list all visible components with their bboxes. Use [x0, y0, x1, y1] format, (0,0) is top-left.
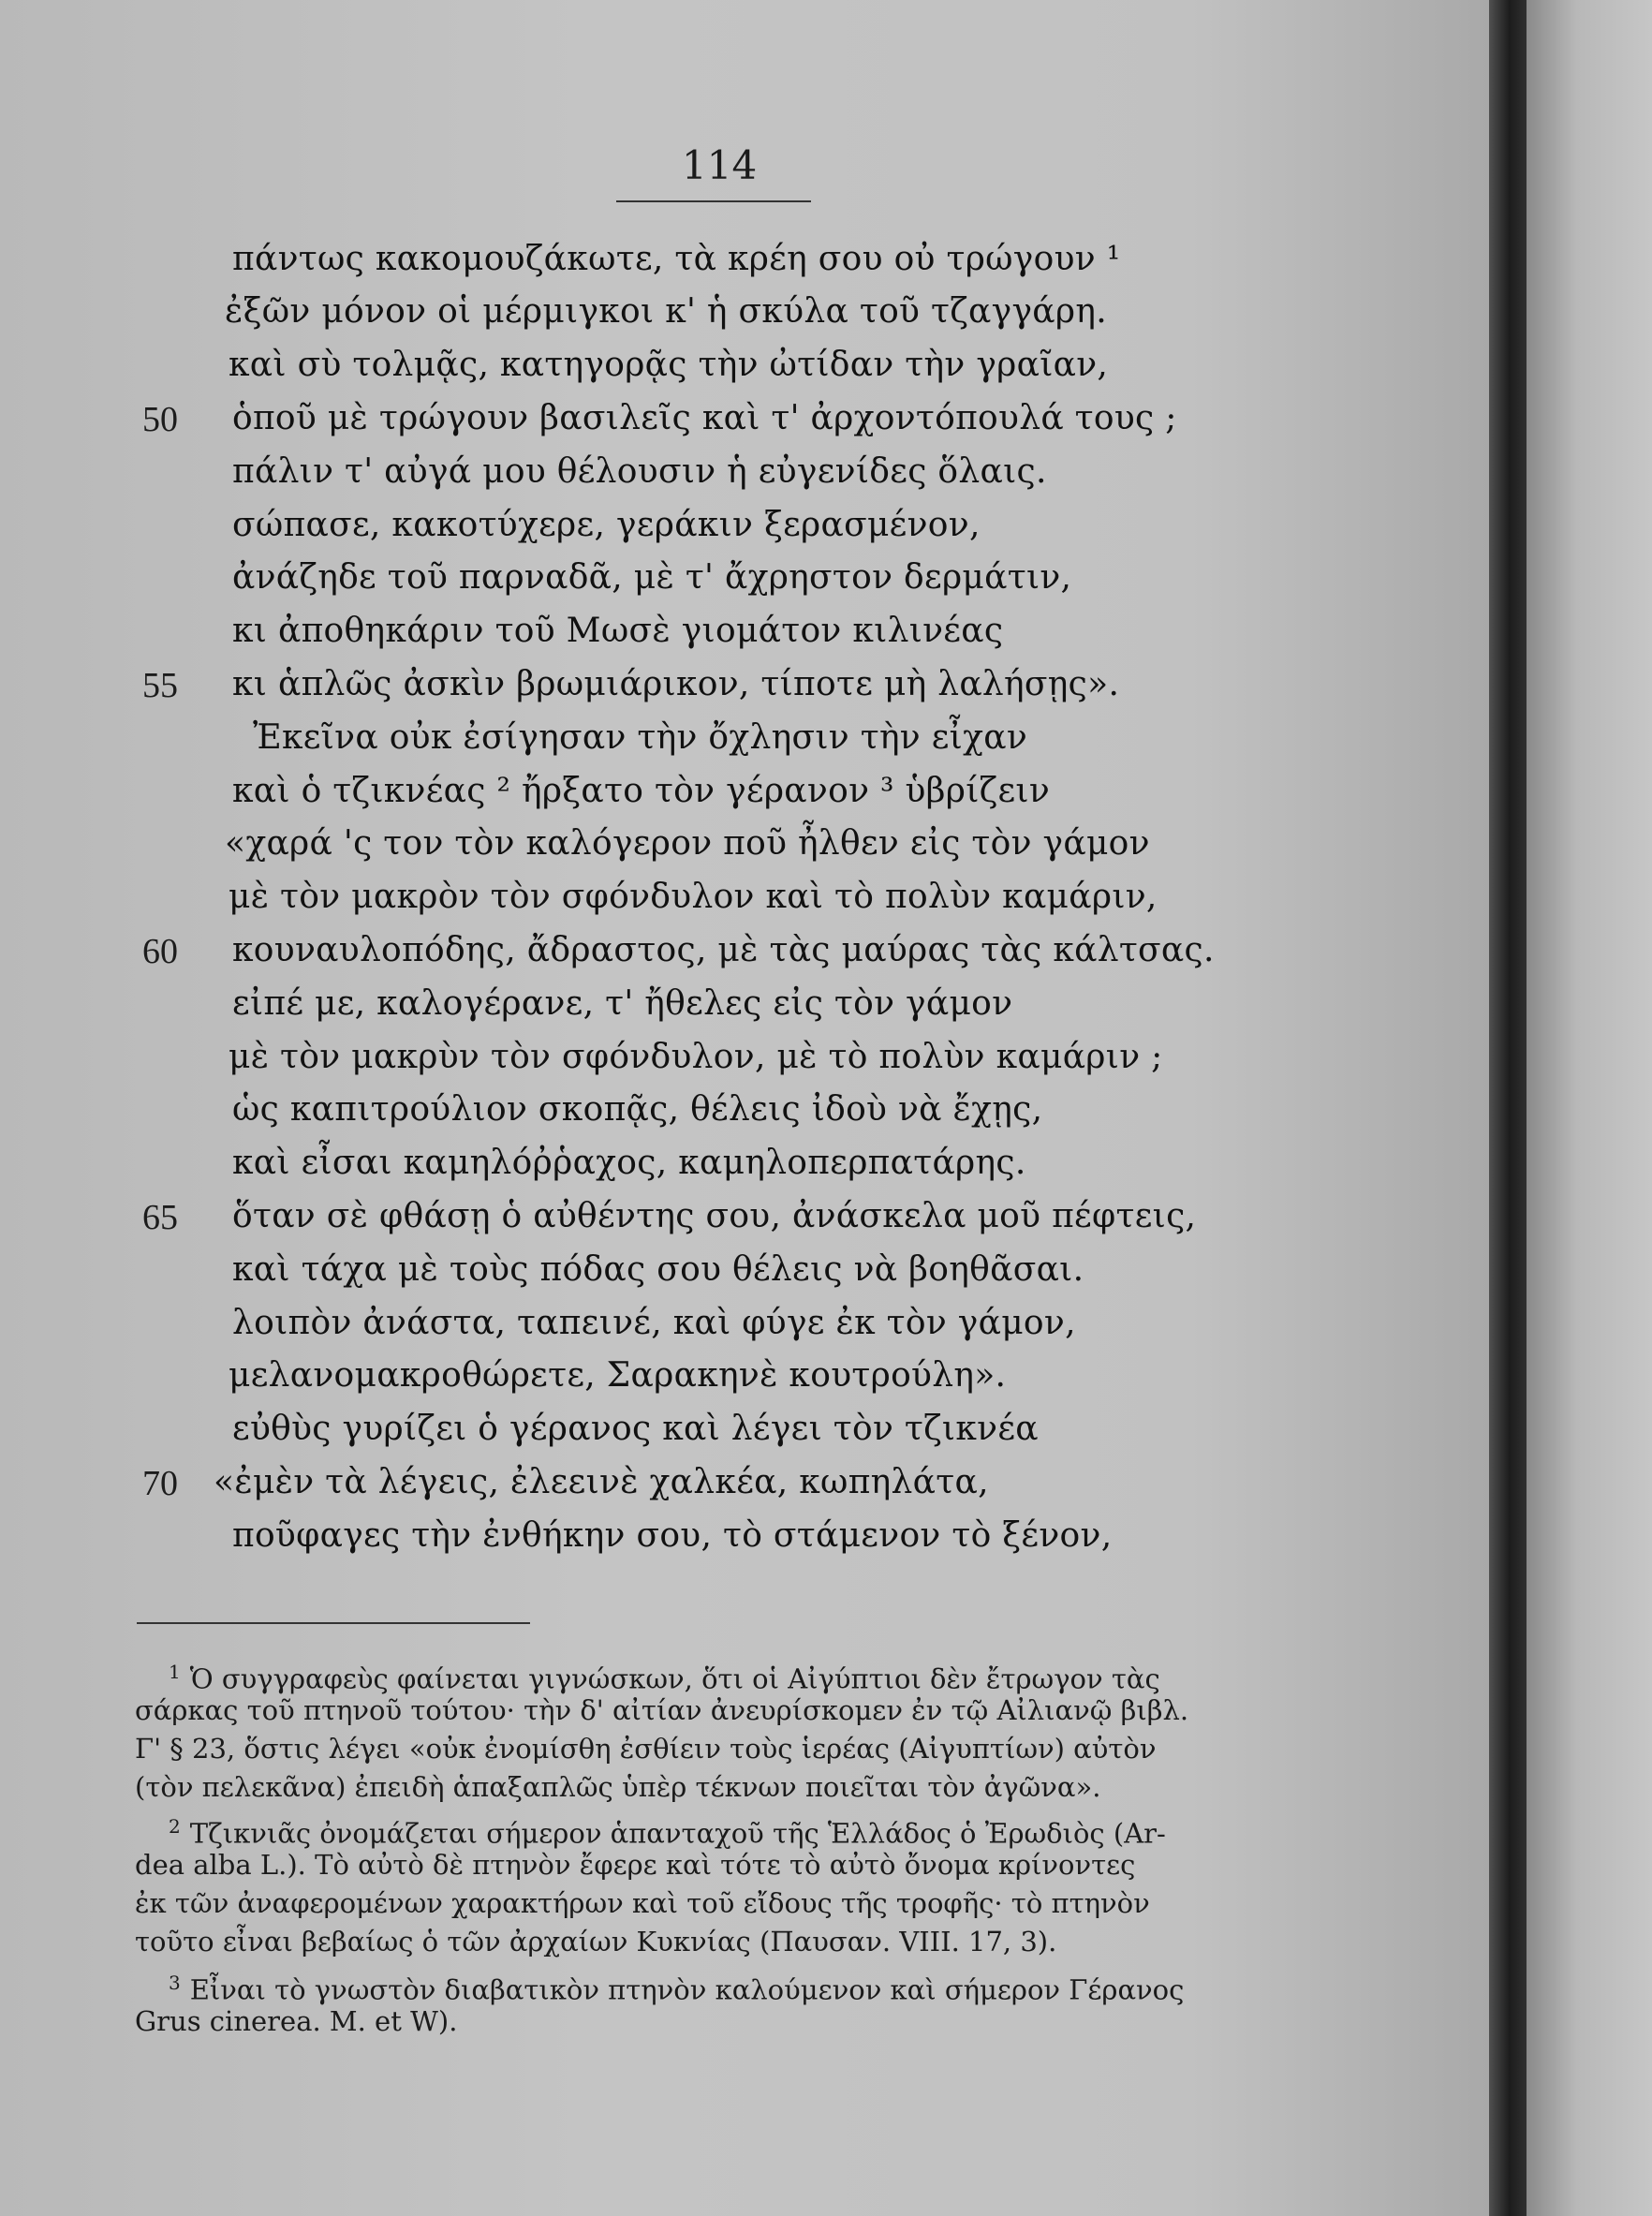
- verse-line: ὡς καπιτρούλιον σκοπᾷς, θέλεις ἰδοὺ νὰ ἔχῃς,: [232, 1090, 1043, 1130]
- page-number: 114: [682, 142, 758, 188]
- footnote: [135, 1808, 1259, 1961]
- verse-line: σώπασε, κακοτύχερε, γεράκιν ξερασμένον,: [232, 505, 981, 544]
- verse-line: καὶ τάχα μὲ τοὺς πόδας σου θέλεις νὰ βοηθᾶσαι.: [232, 1249, 1084, 1289]
- verse-line: κι ἁπλῶς ἀσκὶν βρωμιάρικον, τίποτε μὴ λαλήσῃς».: [232, 664, 1120, 703]
- footnote-line: ἐκ τῶν ἀναφερομένων χαρακτήρων καὶ τοῦ εἴδους τῆς τροφῆς· τὸ πτηνὸν: [135, 1887, 1150, 1919]
- verse-line: μὲ τὸν μακρὸν τὸν σφόνδυλον καὶ τὸ πολὺν καμάριν,: [229, 878, 1158, 917]
- footnote-line: Grus cinerea. M. et W).: [135, 2005, 458, 2037]
- verse-line: μὲ τὸν μακρὺν τὸν σφόνδυλον, μὲ τὸ πολὺν καμάριν ;: [229, 1037, 1163, 1076]
- verse-line: ἐξῶν μόνον οἱ μέρμιγκοι κ' ἡ σκύλα τοῦ τζαγγάρη.: [225, 292, 1107, 332]
- verse-line: «ἐμὲν τὰ λέγεις, ἐλεεινὲ χαλκέα, κωπηλάτα,: [214, 1462, 989, 1501]
- verse-line: ὅταν σὲ φθάσῃ ὁ αὐθέντης σου, ἀνάσκελα μοῦ πέφτεις,: [232, 1196, 1197, 1235]
- verse-line: κι ἀποθηκάριν τοῦ Μωσὲ γιομάτον κιλινέας: [232, 612, 1004, 651]
- verse-line: ποῦφαγες τὴν ἐνθήκην σου, τὸ στάμενον τὸ ξένον,: [232, 1515, 1113, 1555]
- footnote-mark: 2: [169, 1815, 181, 1838]
- verse-line: λοιπὸν ἀνάστα, ταπεινέ, καὶ φύγε ἐκ τὸν γάμον,: [232, 1303, 1076, 1342]
- header-rule: [616, 200, 811, 202]
- verse-line: εἰπέ με, καλογέρανε, τ' ἤθελες εἰς τὸν γάμον: [232, 983, 1013, 1023]
- line-number: 60: [142, 932, 178, 972]
- footnote-rule: [137, 1622, 530, 1624]
- line-number: 70: [142, 1464, 178, 1504]
- footnote-line: dea alba L.). Τὸ αὐτὸ δὲ πτηνὸν ἔφερε καὶ τότε τὸ αὐτὸ ὄνομα κρίνοντες: [135, 1849, 1136, 1881]
- facing-page-edge: [1527, 0, 1652, 2216]
- verse-line: ἀνάζηδε τοῦ παρναδᾶ, μὲ τ' ἄχρηστον δερμάτιν,: [232, 558, 1072, 598]
- footnote-text: Εἶναι τὸ γνωστὸν διαβατικὸν πτηνὸν καλούμενον καὶ σήμερον Γέρανος: [189, 1973, 1185, 2006]
- verse-line: μελανομακροθώρετε, Σαρακηνὲ κουτρούλη».: [229, 1356, 1007, 1396]
- footnote-text: Ὁ συγγραφεὺς φαίνεται γιγνώσκων, ὅτι οἱ Αἰγύπτιοι δὲν ἔτρωγον τὰς: [189, 1662, 1160, 1695]
- footnote-line: [135, 1964, 1259, 2006]
- verse-line: Ἐκεῖνα οὐκ ἐσίγησαν τὴν ὄχλησιν τὴν εἶχαν: [253, 717, 1028, 757]
- verse-line: καὶ ὁ τζικνέας ² ἤρξατο τὸν γέρανον ³ ὑβρίζειν: [232, 771, 1051, 810]
- verse-line: ὁποῦ μὲ τρώγουν βασιλεῖς καὶ τ' ἀρχοντόπουλά τους ;: [232, 398, 1177, 437]
- footnote: [135, 1653, 1259, 1807]
- footnote: [135, 1964, 1259, 2041]
- footnote-line: (τὸν πελεκᾶνα) ἐπειδὴ ἁπαξαπλῶς ὑπὲρ τέκνων ποιεῖται τὸν ἀγῶνα».: [135, 1771, 1101, 1803]
- footnote-line: [135, 1653, 1259, 1695]
- footnote-mark: 1: [169, 1661, 181, 1683]
- verse-line: καὶ εἶσαι καμηλόῤῥαχος, καμηλοπερπατάρης.: [232, 1144, 1026, 1183]
- verse-line: «χαρά 'ς τον τὸν καλόγερον ποῦ ἦλθεν εἰς τὸν γάμον: [225, 824, 1150, 864]
- verse-line: εὐθὺς γυρίζει ὁ γέρανος καὶ λέγει τὸν τζικνέα: [232, 1410, 1039, 1449]
- footnote-line: τοῦτο εἶναι βεβαίως ὁ τῶν ἀρχαίων Κυκνίας (Παυσαν. VIII. 17, 3).: [135, 1926, 1057, 1957]
- footnote-line: Γ' § 23, ὅστις λέγει «οὐκ ἐνομίσθη ἐσθίειν τοὺς ἱερέας (Αἰγυπτίων) αὐτὸν: [135, 1733, 1157, 1765]
- verse-line: πάλιν τ' αὐγά μου θέλουσιν ἡ εὐγενίδες ὅλαις.: [232, 451, 1047, 491]
- line-number: 55: [142, 666, 178, 706]
- footnote-mark: 3: [169, 1972, 181, 1994]
- verse-line: πάντως κακομουζάκωτε, τὰ κρέη σου οὐ τρώγουν ¹: [232, 239, 1121, 278]
- book-gutter: [1489, 0, 1527, 2216]
- verse-line: καὶ σὺ τολμᾷς, κατηγορᾷς τὴν ὠτίδαν τὴν γραῖαν,: [229, 346, 1109, 385]
- verse-line: κουναυλοπόδης, ἄδραστος, μὲ τὰς μαύρας τὰς κάλτσας.: [232, 930, 1215, 969]
- line-number: 50: [142, 400, 178, 440]
- line-number: 65: [142, 1198, 178, 1238]
- footnote-line: σάρκας τοῦ πτηνοῦ τούτου· τὴν δ' αἰτίαν ἀνευρίσκομεν ἐν τῷ Αἰλιανῷ βιβλ.: [135, 1694, 1189, 1726]
- footnote-text: Τζικνιᾶς ὀνομάζεται σήμερον ἁπανταχοῦ τῆς Ἑλλάδος ὁ Ἐρωδιὸς (Ar-: [189, 1817, 1166, 1850]
- footnote-line: [135, 1808, 1259, 1850]
